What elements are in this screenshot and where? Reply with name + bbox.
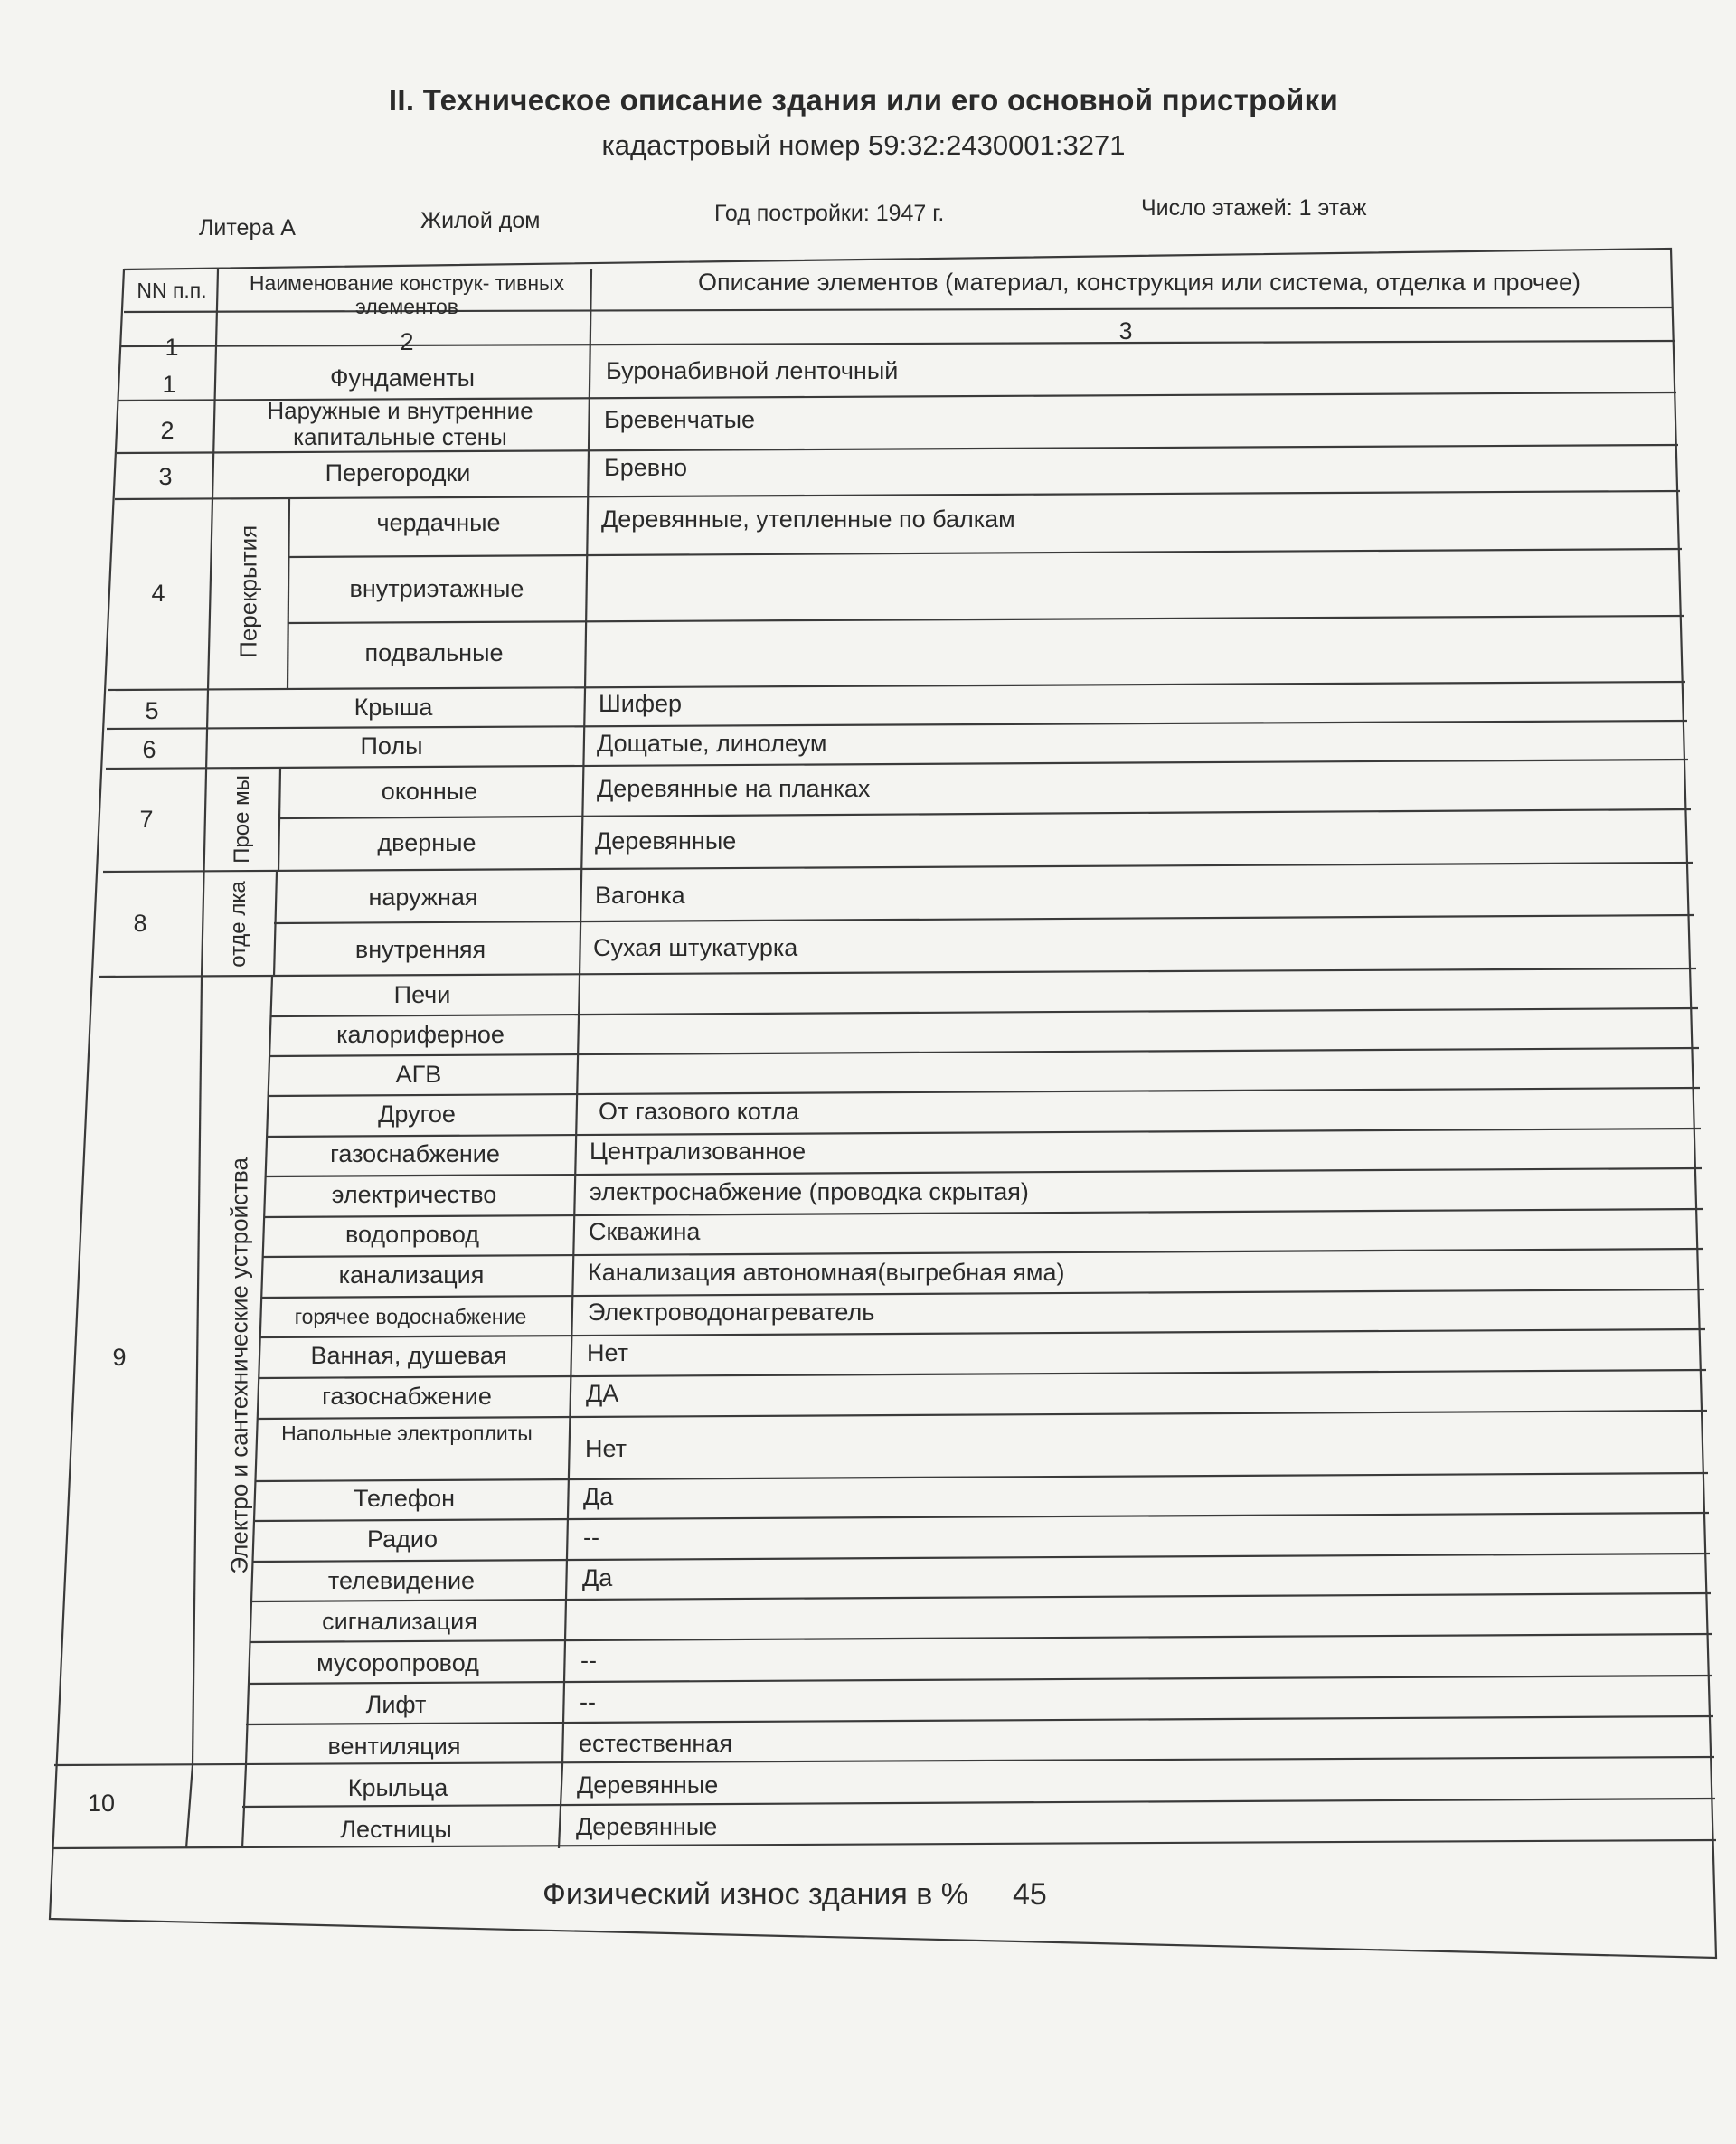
- row-7-sub-1-desc: Деревянные на планках: [597, 775, 871, 802]
- row-10-sub-1-name: Крыльца: [347, 1774, 448, 1801]
- row-9-sub-9-name: горячее водоснабжение: [294, 1305, 527, 1328]
- litera-label: Литера А: [199, 215, 296, 241]
- row-8-num: 8: [133, 910, 147, 937]
- row-4-sub-1-desc: Деревянные, утепленные по балкам: [601, 505, 1015, 533]
- row-3-num: 3: [158, 463, 173, 490]
- row-8-sub-2-desc: Сухая штукатурка: [593, 934, 798, 961]
- row-9-sub-18-name: Лифт: [365, 1691, 427, 1718]
- row-9-sub-2-name: калориферное: [336, 1021, 505, 1048]
- physical-wear: [542, 1877, 1047, 1913]
- row-9-sub-8-name: канализация: [338, 1261, 485, 1289]
- cadastral-number: кадастровый номер 59:32:2430001:3271: [601, 129, 1126, 161]
- row-8-sub-1-name: наружная: [368, 883, 478, 911]
- row-9-sub-13-desc: Да: [583, 1483, 614, 1510]
- colnum-3: 3: [1118, 317, 1133, 345]
- row-9-sub-19-desc: естественная: [579, 1730, 732, 1757]
- colnum-2: 2: [400, 328, 414, 355]
- year-built: Год постройки: 1947 г.: [714, 201, 945, 226]
- row-9-sub-18-desc: --: [580, 1688, 596, 1715]
- row-3-desc: Бревно: [604, 454, 688, 481]
- header-element-name: Наименование конструк- тивных элементов: [249, 271, 565, 319]
- row-9-sub-15-name: телевидение: [327, 1567, 476, 1594]
- row-9-sub-12-desc: Нет: [585, 1435, 627, 1462]
- row-10-sub-2-name: Лестницы: [340, 1816, 452, 1843]
- row-9-sub-12-name: Напольные электроплиты: [281, 1421, 533, 1445]
- row-9-num: 9: [112, 1344, 127, 1371]
- row-6-num: 6: [142, 736, 156, 763]
- row-8-sub-2-name: внутренняя: [354, 936, 486, 963]
- row-1-desc: Буронабивной ленточный: [606, 357, 899, 384]
- colnum-1: 1: [165, 334, 179, 361]
- row-2-num: 2: [160, 417, 175, 444]
- row-9-sub-7-name: водопровод: [344, 1221, 480, 1248]
- row-4-sub-2-name: внутриэтажные: [349, 575, 524, 602]
- row-9-sub-11-desc: ДА: [586, 1380, 619, 1407]
- row-7-sub-2-desc: Деревянные: [595, 827, 737, 855]
- row-6-name: Полы: [360, 732, 423, 760]
- row-5-num: 5: [145, 697, 159, 724]
- row-7-group: Прое мы: [230, 775, 254, 864]
- row-7-sub-1-name: оконные: [381, 778, 478, 805]
- row-9-sub-15-desc: Да: [582, 1564, 613, 1591]
- row-9-sub-6-name: электричество: [331, 1181, 497, 1208]
- row-10-num: 10: [87, 1790, 116, 1817]
- row-9-sub-14-name: Радио: [367, 1525, 438, 1553]
- row-8-sub-1-desc: Вагонка: [595, 882, 685, 909]
- floors-count: Число этажей: 1 этаж: [1141, 195, 1367, 221]
- row-1-num: 1: [162, 371, 176, 398]
- row-9-sub-13-name: Телефон: [353, 1485, 455, 1512]
- row-9-sub-4-name: Другое: [378, 1100, 456, 1128]
- row-2-name: Наружные и внутренние капитальные стены: [267, 397, 533, 450]
- row-9-sub-5-name: газоснабжение: [330, 1140, 500, 1167]
- row-9-sub-11-name: газоснабжение: [322, 1383, 492, 1410]
- row-10-sub-1-desc: Деревянные: [577, 1771, 719, 1799]
- physical-wear-label: Физический износ здания в %: [542, 1877, 969, 1912]
- row-9-sub-14-desc: --: [583, 1524, 599, 1551]
- row-9-sub-4-desc: От газового котла: [599, 1098, 799, 1125]
- row-8-group: отде лка: [226, 881, 250, 968]
- row-4-sub-3-name: подвальные: [364, 639, 504, 666]
- row-9-sub-19-name: вентиляция: [327, 1733, 461, 1760]
- row-7-sub-2-name: дверные: [377, 829, 476, 856]
- row-9-sub-10-desc: Нет: [587, 1339, 628, 1366]
- row-3-name: Перегородки: [325, 459, 471, 486]
- row-9-sub-17-desc: --: [580, 1647, 597, 1674]
- document-title: II. Техническое описание здания или его основной пристройки: [388, 83, 1339, 117]
- row-9-sub-10-name: Ванная, душевая: [310, 1342, 507, 1369]
- row-9-sub-3-name: АГВ: [395, 1061, 442, 1088]
- row-9-group: Электро и сантехнические устройства: [225, 1157, 253, 1574]
- row-4-num: 4: [151, 580, 165, 607]
- row-6-desc: Дощатые, линолеум: [597, 730, 827, 757]
- row-9-sub-7-desc: Скважина: [589, 1218, 701, 1245]
- row-10-sub-2-desc: Деревянные: [576, 1813, 718, 1840]
- row-5-name: Крыша: [354, 694, 433, 721]
- row-9-sub-17-name: мусоропровод: [316, 1649, 479, 1676]
- row-5-desc: Шифер: [599, 690, 683, 717]
- row-9-sub-16-name: сигнализация: [322, 1608, 477, 1635]
- row-9-sub-6-desc: электроснабжение (проводка скрытая): [590, 1178, 1029, 1205]
- row-9-sub-8-desc: Канализация автономная(выгребная яма): [588, 1259, 1065, 1286]
- row-9-sub-1-name: Печи: [393, 981, 451, 1008]
- physical-wear-value: 45: [1012, 1877, 1047, 1912]
- row-9-sub-9-desc: Электроводонагреватель: [588, 1299, 875, 1326]
- header-description: Описание элементов (материал, конструкция или система, отделка и прочее): [698, 269, 1580, 296]
- row-2-desc: Бревенчатые: [604, 406, 755, 433]
- header-nn: NN п.п.: [137, 279, 207, 302]
- row-4-group: Перекрытия: [234, 524, 262, 658]
- row-4-sub-1-name: чердачные: [376, 509, 501, 536]
- row-7-num: 7: [139, 806, 154, 833]
- building-type: Жилой дом: [420, 208, 541, 233]
- row-9-sub-5-desc: Централизованное: [590, 1138, 807, 1165]
- row-1-name: Фундаменты: [330, 364, 475, 392]
